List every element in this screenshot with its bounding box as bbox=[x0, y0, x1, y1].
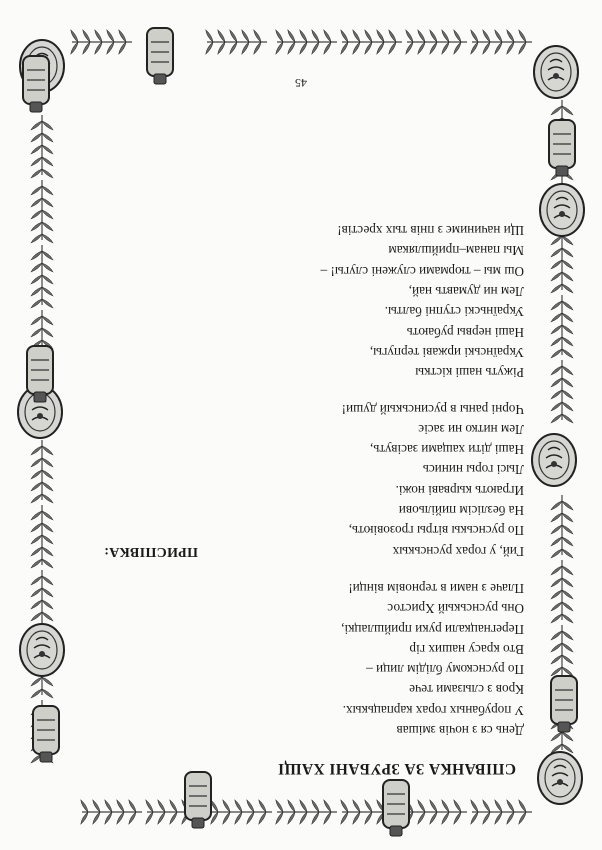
stanza-1 bbox=[78, 578, 524, 740]
poem-line: У порубаных горах карпацькых. bbox=[342, 702, 524, 718]
poem-title: СПІВАНКА ЗА ЗРУБАНІ ХАЩІ bbox=[277, 760, 516, 777]
poem-text bbox=[78, 205, 524, 778]
chorus-line: Наші діти хащами засівуть, bbox=[370, 442, 524, 458]
fir-branch-icon bbox=[79, 799, 532, 824]
chorus bbox=[78, 398, 524, 560]
poem-line: Лем ни думавть най, bbox=[408, 284, 524, 300]
chorus-line: На безлісім пийільови bbox=[398, 503, 524, 519]
chorus-line: Лысі горы ниниcь bbox=[422, 462, 524, 478]
poem-line: Ріжуть наші кісткы bbox=[415, 365, 524, 381]
chorus-line: Играють кырваві ножі. bbox=[395, 482, 524, 498]
poem-line: Ош мы – тюрмами служені слугы! – bbox=[320, 263, 524, 279]
poem-line: Перегнацкали руки прийшлацкі, bbox=[341, 621, 524, 637]
poem-line: Вто краcу наших гір bbox=[409, 641, 524, 657]
page-number: 45 bbox=[295, 76, 307, 90]
poem-line: Українські иржаві терпугы, bbox=[369, 344, 524, 360]
poem-line: Наші нервы рубають bbox=[406, 324, 524, 340]
chorus-line: По руснськы вітры грозовіють, bbox=[348, 523, 524, 539]
chorus-line: Чорні раны в русинськый души! bbox=[341, 401, 524, 417]
poem-line: День ся з ночів змішав bbox=[396, 723, 524, 738]
poem-line: Щи начинимє з пнів тых хрестів! bbox=[337, 223, 524, 239]
poem-line: Кров з слызами тече bbox=[409, 682, 524, 698]
poem-line: Мы панам–прийшлякам bbox=[388, 243, 524, 259]
chorus-label: ПРИСПІВКА: bbox=[103, 543, 198, 559]
chorus-line: Лем нитко ни засіє bbox=[418, 421, 524, 437]
stanza-2 bbox=[78, 220, 524, 382]
poem-line: Україньскі ступні балты. bbox=[384, 304, 524, 320]
poem-line: По руснскому блідім лици – bbox=[366, 662, 524, 678]
fir-branch-icon bbox=[69, 29, 532, 54]
poem-line: Онь руснськый Христос bbox=[387, 601, 524, 617]
chorus-lines bbox=[198, 398, 524, 560]
chorus-line: Гий, у горах руснськых bbox=[392, 543, 524, 559]
poem-line: Плаче з нами в терновім вінци! bbox=[348, 580, 524, 596]
